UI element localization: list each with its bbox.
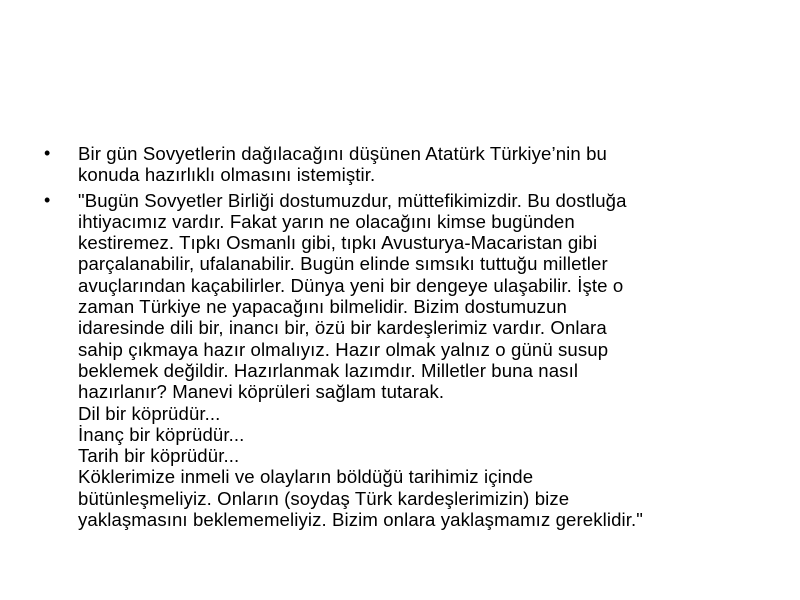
bullet-icon: • xyxy=(44,189,51,210)
bullet-item-1 xyxy=(44,143,764,186)
bullet-text-2: "Bugün Sovyetler Birliği dostumuzdur, müttefikimizdir. Bu dostluğa ihtiyacımız vardır. Fakat yarın ne olacağını kimse bugünden kestiremez. Tıpkı Osmanlı gibi, tıpkı Avusturya-Macaristan gibi parçalanabilir, ufalanabilir. Bugün elinde sımsıkı tuttuğu milletler avuçlarından kaçabilirler. Dünya yeni bir dengeye ulaşabilir. İşte o zaman Türkiye ne yapacağını bilmelidir. Bizim dostumuzun idaresinde dili bir, inancı bir, özü bir kardeşlerimiz vardır. Onlara sahip çıkmaya hazır olmalıyız. Hazır olmak yalnız o günü susup beklemek değildir. Hazırlanmak lazımdır. Milletler buna nasıl hazırlanır? Manevi köprüleri sağlam tutarak. Dil bir köprüdür... İnanç bir köprüdür... Tarih bir köprüdür... Köklerimize inmeli ve olayların böldüğü tarihimiz içinde bütünleşmeliyiz. Onların (soydaş Türk kardeşlerimizin) bize yaklaşmasını beklememeliyiz. Bizim onlara yaklaşmamız gereklidir." xyxy=(78,189,643,531)
bullet-item-2 xyxy=(44,190,764,531)
bullet-text-1: Bir gün Sovyetlerin dağılacağını düşünen Atatürk Türkiye’nin bu konuda hazırlıklı olmasını istemiştir. xyxy=(78,143,607,186)
bullet-icon: • xyxy=(44,143,51,163)
slide-body xyxy=(44,143,764,534)
